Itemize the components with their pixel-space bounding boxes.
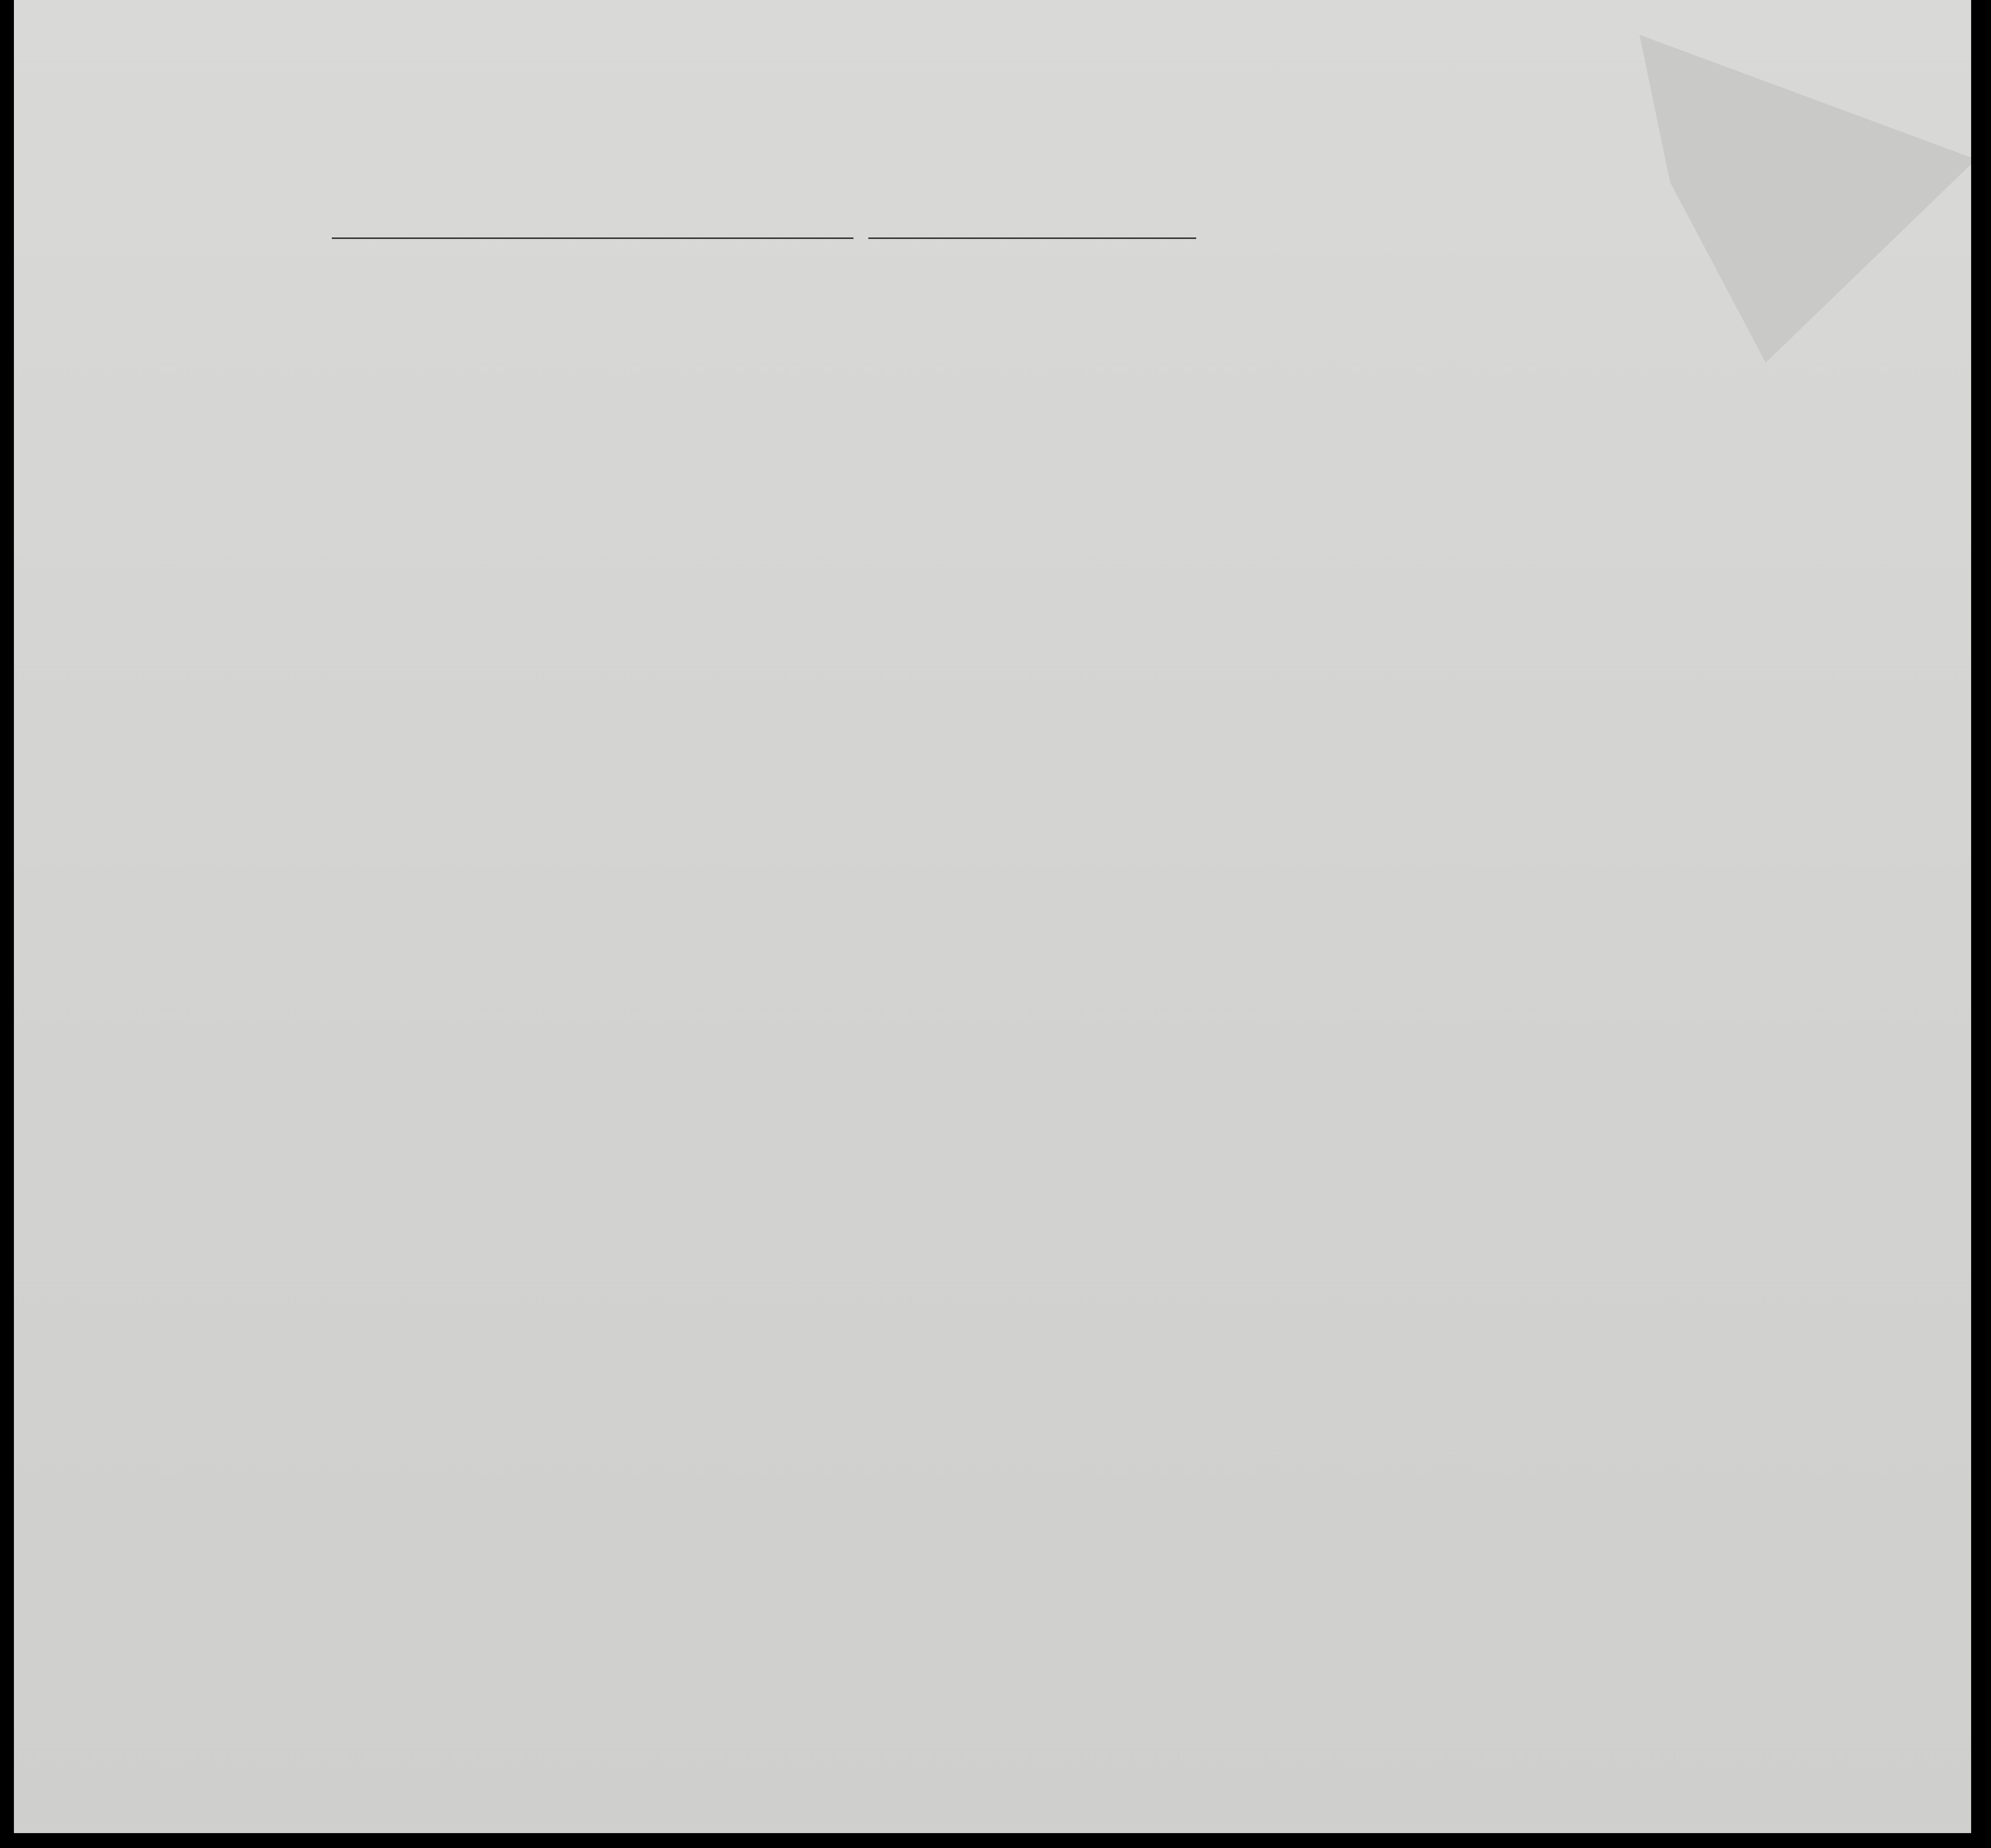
- hdr-q29: [1425, 298, 1464, 412]
- hdr-prison: [1283, 298, 1318, 412]
- hdr-ticket: [583, 293, 608, 417]
- hdr-possession: [702, 293, 727, 417]
- hdr-purpose-c: [1248, 303, 1283, 417]
- hdr-q30: [1472, 303, 1502, 417]
- ruled-grid: [14, 0, 1971, 1833]
- hdr-q28: [1373, 298, 1422, 412]
- manifest-page: [14, 0, 1971, 1833]
- hdr-purpose-b: [1196, 303, 1231, 417]
- hdr-purpose-a: [1134, 303, 1169, 417]
